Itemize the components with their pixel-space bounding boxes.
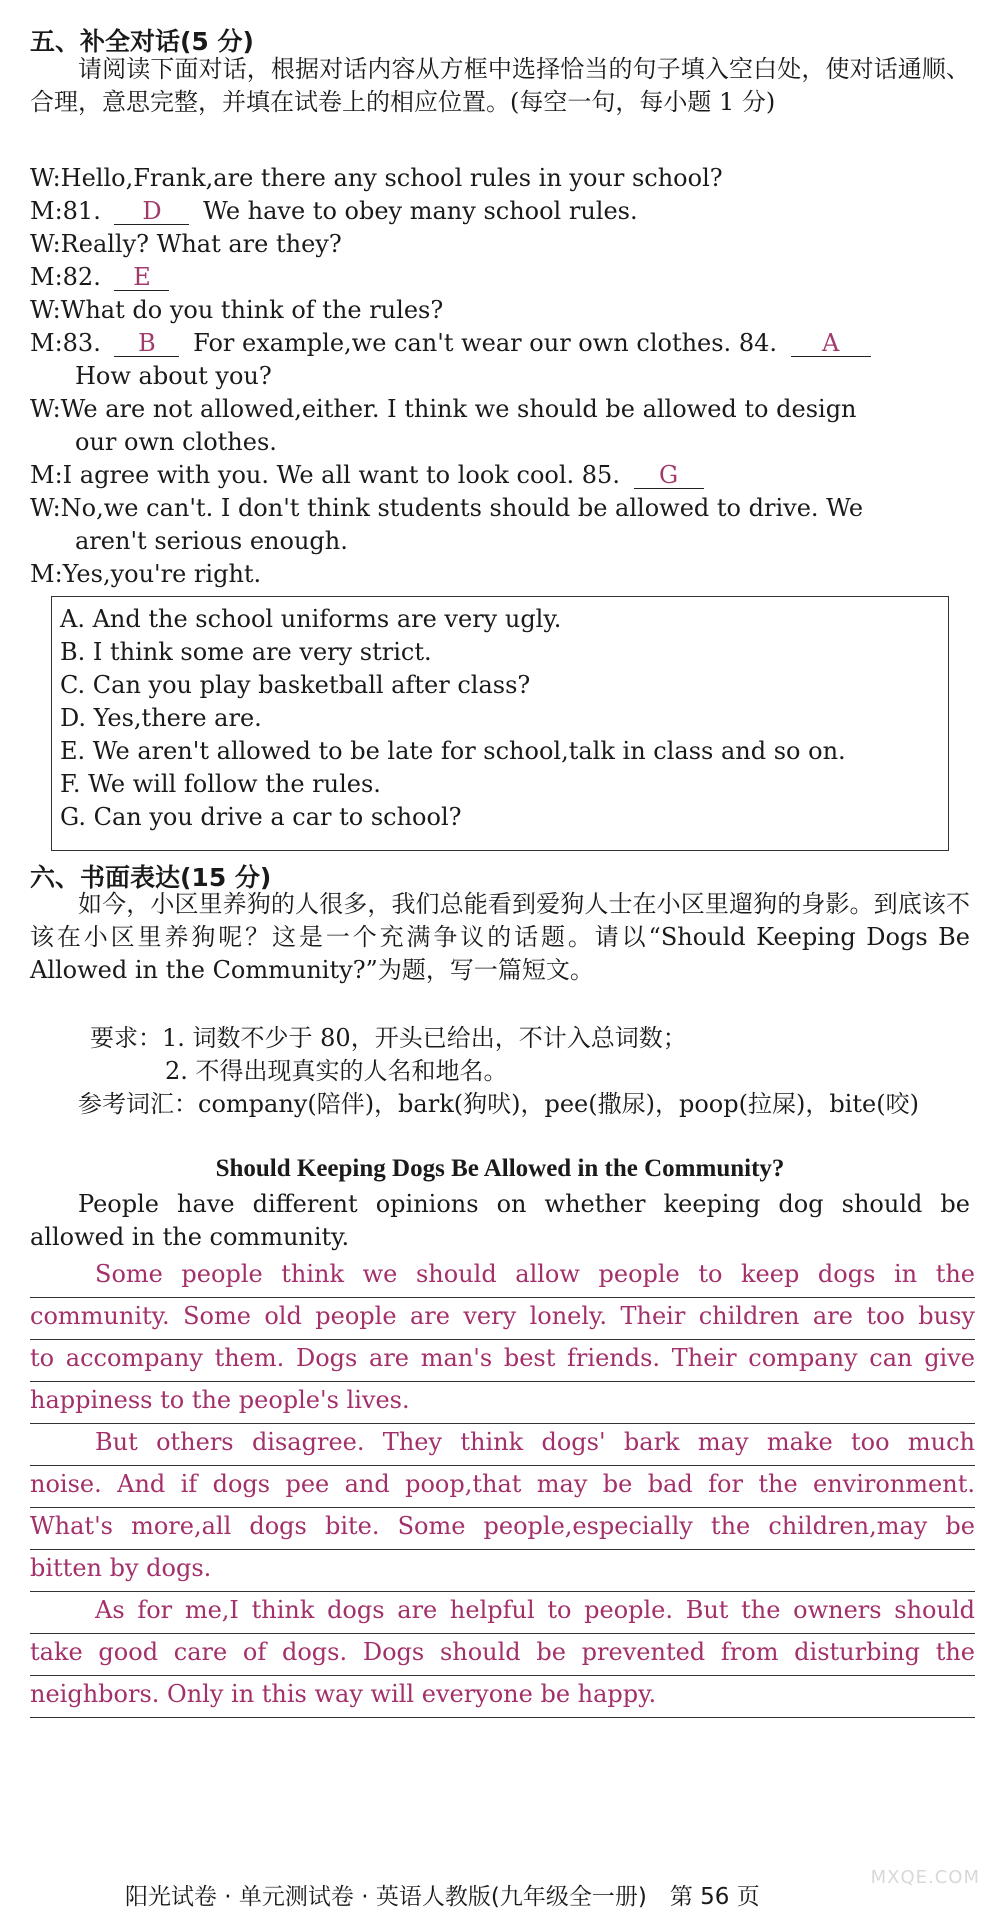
answer-82: E bbox=[114, 264, 169, 291]
answer-line: bitten by dogs. bbox=[30, 1549, 975, 1592]
dialogue-line-9: our own clothes. bbox=[75, 428, 277, 456]
essay-title: Should Keeping Dogs Be Allowed in the Community? bbox=[215, 1155, 785, 1182]
answer-81: D bbox=[114, 198, 189, 225]
requirement-2: 2. 不得出现真实的人名和地名。 bbox=[165, 1057, 508, 1085]
option-g: G. Can you drive a car to school? bbox=[60, 803, 462, 831]
dialogue-line-11: W:No,we can't. I don't think students should be allowed to drive. We bbox=[30, 494, 864, 522]
requirement-1: 要求：1. 词数不少于 80，开头已给出，不计入总词数； bbox=[90, 1024, 687, 1052]
answer-line: Some people think we should allow people to keep dogs in the bbox=[30, 1255, 975, 1298]
question-81-label: M:81. bbox=[30, 197, 101, 225]
option-d: D. Yes,there are. bbox=[60, 704, 262, 732]
question-82-label: M:82. bbox=[30, 263, 101, 291]
answer-line: take good care of dogs. Dogs should be prevented from disturbing the bbox=[30, 1633, 975, 1676]
dialogue-line-4 bbox=[30, 261, 980, 294]
section-6-intro: 如今，小区里养狗的人很多，我们总能看到爱狗人士在小区里遛狗的身影。到底该不该在小区里养狗呢？这是一个充满争议的话题。请以“Should Keeping Dogs Be Allowed in the Community?”为题，写一篇短文。 bbox=[30, 890, 970, 984]
section-5-title: 五、补全对话(5 分) bbox=[30, 27, 254, 56]
answer-84: A bbox=[791, 330, 871, 357]
dialogue-line-2 bbox=[30, 195, 980, 228]
dialogue-line-3: W:Really? What are they? bbox=[30, 230, 342, 258]
option-a: A. And the school uniforms are very ugly. bbox=[60, 605, 562, 633]
dialogue-line-6 bbox=[30, 327, 980, 360]
answer-83: B bbox=[114, 330, 179, 357]
option-f: F. We will follow the rules. bbox=[60, 770, 381, 798]
answer-line: happiness to the people's lives. bbox=[30, 1381, 975, 1424]
answer-line: community. Some old people are very lonely. Their children are too busy bbox=[30, 1297, 975, 1340]
dialogue-line-8: W:We are not allowed,either. I think we should be allowed to design bbox=[30, 395, 857, 423]
answer-85: G bbox=[634, 462, 704, 489]
section-6-title: 六、书面表达(15 分) bbox=[30, 863, 272, 892]
site-watermark: MXQE.COM bbox=[870, 1867, 980, 1888]
dialogue-line-1: W:Hello,Frank,are there any school rules in your school? bbox=[30, 164, 723, 192]
page-footer: 阳光试卷 · 单元测试卷 · 英语人教版(九年级全一册) 第 56 页 bbox=[125, 1884, 760, 1910]
dialogue-line-12: aren't serious enough. bbox=[75, 527, 348, 555]
option-c: C. Can you play basketball after class? bbox=[60, 671, 531, 699]
answer-line: As for me,I think dogs are helpful to people. But the owners should bbox=[30, 1591, 975, 1634]
vocab-hint: 参考词汇：company(陪伴)，bark(狗吠)，pee(撒尿)，poop(拉屎)，bite(咬) bbox=[78, 1090, 919, 1118]
dialogue-line-7: How about you? bbox=[75, 362, 272, 390]
answer-line: What's more,all dogs bite. Some people,especially the children,may be bbox=[30, 1507, 975, 1550]
answer-line: noise. And if dogs pee and poop,that may be bad for the environment. bbox=[30, 1465, 975, 1508]
dialogue-line-10-text: M:I agree with you. We all want to look cool. 85. bbox=[30, 461, 620, 489]
section-5-instructions: 请阅读下面对话，根据对话内容从方框中选择恰当的句子填入空白处，使对话通顺、合理，意思完整，并填在试卷上的相应位置。(每空一句，每小题 1 分) bbox=[30, 55, 970, 116]
answer-line: But others disagree. They think dogs' bark may make too much bbox=[30, 1423, 975, 1466]
question-83-label: M:83. bbox=[30, 329, 101, 357]
options-box bbox=[51, 596, 949, 851]
option-e: E. We aren't allowed to be late for school,talk in class and so on. bbox=[60, 737, 846, 765]
dialogue-line-6-text: For example,we can't wear our own clothes. 84. bbox=[193, 329, 777, 357]
essay-opening: People have different opinions on whether keeping dog should be allowed in the community. bbox=[30, 1190, 970, 1251]
answer-line: neighbors. Only in this way will everyone be happy. bbox=[30, 1675, 975, 1718]
option-b: B. I think some are very strict. bbox=[60, 638, 432, 666]
answer-line: to accompany them. Dogs are man's best friends. Their company can give bbox=[30, 1339, 975, 1382]
dialogue-line-10 bbox=[30, 459, 980, 492]
dialogue-line-2-text: We have to obey many school rules. bbox=[203, 197, 638, 225]
dialogue-line-13: M:Yes,you're right. bbox=[30, 560, 262, 588]
dialogue-line-5: W:What do you think of the rules? bbox=[30, 296, 444, 324]
